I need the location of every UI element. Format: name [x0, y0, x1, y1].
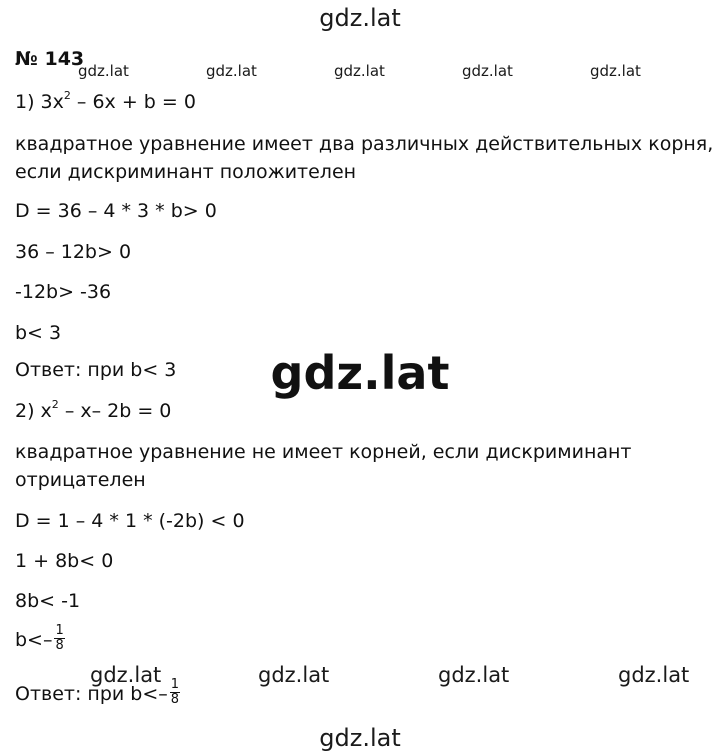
- watermark-small-3: gdz.lat: [334, 62, 385, 80]
- part1-step4: b< 3: [15, 322, 62, 344]
- watermark-large: gdz.lat: [270, 346, 450, 400]
- watermark-small-4: gdz.lat: [462, 62, 513, 80]
- watermark-mid-4: gdz.lat: [618, 663, 690, 687]
- watermark-small-5: gdz.lat: [590, 62, 641, 80]
- part2-equation: 2) $x^2 - x-$ 2b = 0: [15, 398, 172, 422]
- part2-step2: 1 + 8b< 0: [15, 550, 114, 572]
- part2-step1: D = 1 – 4 * 1 * (-2b) < 0: [15, 510, 245, 532]
- watermark-mid-3: gdz.lat: [438, 663, 510, 687]
- part2-condition-line1: квадратное уравнение не имеет корней, если дискриминант: [15, 441, 632, 463]
- watermark-bottom: gdz.lat: [319, 724, 401, 752]
- part1-answer: Ответ: при b< 3: [15, 359, 177, 381]
- part1-condition-line1: квадратное уравнение имеет два различных действительных корня,: [15, 133, 714, 155]
- part2-step4: b<– $\frac{1}{8}$: [15, 623, 64, 653]
- part1-step1: D = 36 – 4 * 3 * b> 0: [15, 200, 217, 222]
- part1-condition-line2: если дискриминант положителен: [15, 161, 357, 183]
- part1-equation: 1) $3x^2 - 6x + b = 0$: [15, 89, 196, 113]
- part2-answer: Ответ: при b<– $\frac{1}{8}$: [15, 677, 180, 707]
- part2-condition-line2: отрицателен: [15, 469, 146, 491]
- watermark-mid-1: gdz.lat: [90, 663, 162, 687]
- task-number: № 143: [15, 48, 85, 70]
- part1-step3: -12b> -36: [15, 281, 112, 303]
- part1-step2: 36 – 12b> 0: [15, 241, 132, 263]
- watermark-top: gdz.lat: [319, 4, 401, 32]
- watermark-small-1: gdz.lat: [78, 62, 129, 80]
- part2-step3: 8b< -1: [15, 590, 81, 612]
- watermark-mid-2: gdz.lat: [258, 663, 330, 687]
- watermark-small-2: gdz.lat: [206, 62, 257, 80]
- fraction-one-eighth-answer: $\frac{1}{8}$: [170, 677, 180, 707]
- fraction-one-eighth: $\frac{1}{8}$: [55, 623, 64, 653]
